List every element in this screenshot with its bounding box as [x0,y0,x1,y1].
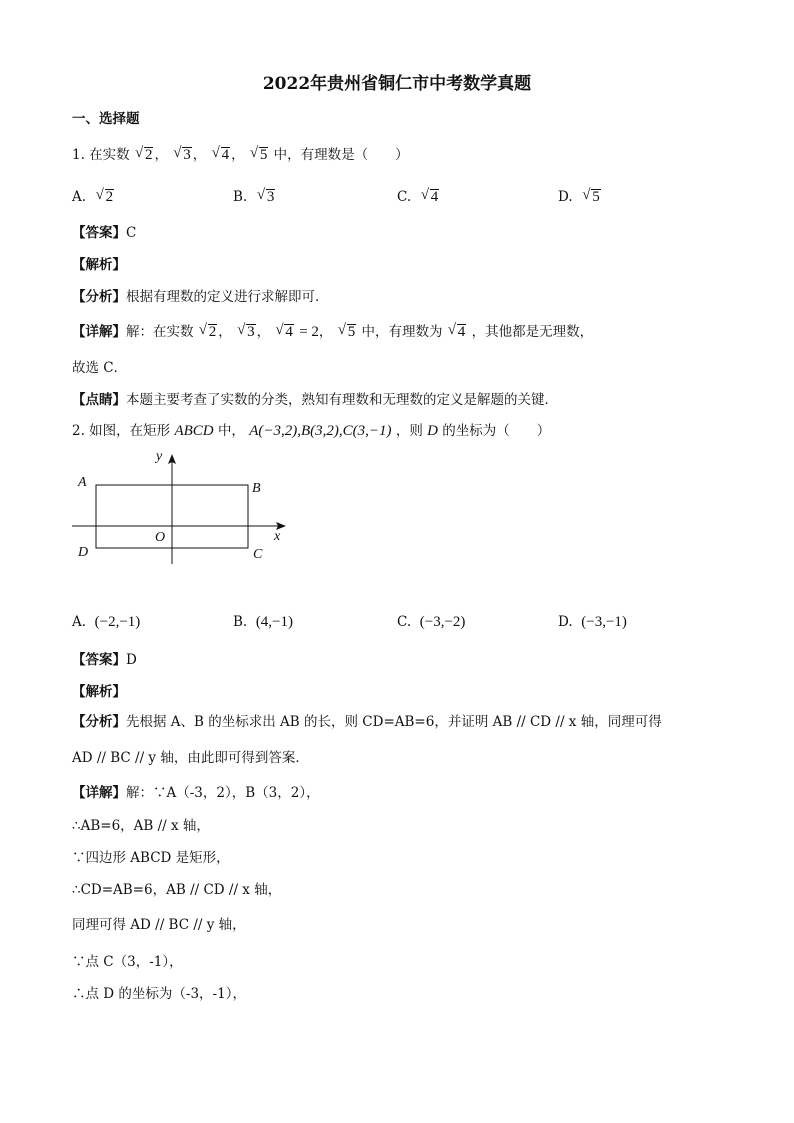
q2-detail-4: ∴CD=AB=6，AB // CD // x 轴， [72,882,282,898]
coordinate-figure [68,452,298,572]
page-title: 2022年贵州省铜仁市中考数学真题 [262,74,532,94]
label-x: x [274,529,281,544]
q1-conclude: 故选 C． [72,360,128,376]
sqrt-3: √ 3 [173,145,192,165]
section-heading: 一、选择题 [72,111,140,127]
q2-stem: 2. 如图，在矩形 ABCD 中， A(−3,2),B(3,2),C(3,−1) ，则 D 的坐标为（ ） [72,423,551,439]
q2-option-d: D. (−3,−1) [558,614,627,630]
q1-option-b: B. √ 3 [233,187,276,207]
label-d: D [78,545,89,560]
q2-jiexi: 【解析】 [72,684,126,700]
q2-detail-1: 【详解】解：∵A（-3，2），B（3，2）， [72,785,320,801]
q2-detail-7: ∴点 D 的坐标为（-3，-1）， [72,986,246,1002]
q1-answer: 【答案】C [72,225,137,241]
q1-jiexi: 【解析】 [72,257,126,273]
label-c: C [253,547,263,562]
q1-fenxi: 【分析】根据有理数的定义进行求解即可． [72,289,329,305]
q2-detail-3: ∵四边形 ABCD 是矩形， [72,850,230,866]
sqrt-4: √ 4 [212,145,231,165]
q1-stem: 1. 在实数 √ 2 ， √ 3 ， √ 4 ， √ 5 中，有理数是（ ） [72,145,409,165]
q1-option-c: C. √ 4 [397,187,440,207]
q2-option-a: A. (−2,−1) [72,614,141,630]
sqrt-2: √ 2 [135,145,154,165]
label-o: O [155,530,166,545]
q2-fenxi-1: 【分析】先根据 A、B 的坐标求出 AB 的长，则 CD=AB=6，并证明 AB // CD // x 轴，同理可得 [72,714,662,730]
q1-option-a: A. √ 2 [72,187,115,207]
q2-option-c: C. (−3,−2) [397,614,466,630]
q2-fenxi-2: AD // BC // y 轴，由此即可得到答案． [72,750,309,766]
label-b: B [252,481,261,496]
q2-detail-6: ∵点 C（3，-1）， [72,954,183,970]
q1-option-d: D. √ 5 [558,187,602,207]
label-a: A [78,475,87,490]
label-y: y [156,452,163,464]
q2-option-b: B. (4,−1) [233,614,294,630]
q2-detail-5: 同理可得 AD // BC // y 轴， [72,917,246,933]
q1-dianjing: 【点睛】本题主要考查了实数的分类，熟知有理数和无理数的定义是解题的关键． [72,392,558,408]
q2-answer: 【答案】D [72,652,137,668]
q2-detail-2: ∴AB=6，AB // x 轴， [72,818,210,834]
sqrt-5: √ 5 [250,145,269,165]
q1-detail: 【详解】解：在实数 √ 2 ， √ 3 ， √ 4 = 2， √ 5 中，有理数为 √ 4 ，其他都是无理数， [72,322,593,342]
